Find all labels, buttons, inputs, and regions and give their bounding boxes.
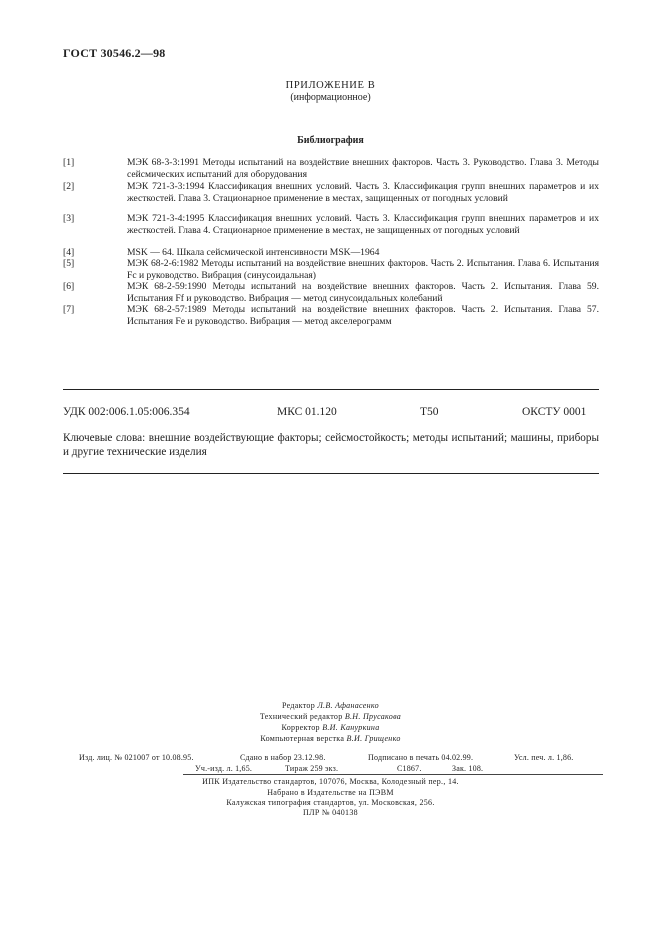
document-code: ГОСТ 30546.2—98 <box>63 46 166 60</box>
signed-for-print: Подписано в печать 04.02.99. <box>368 753 474 762</box>
bibliography-item-text: МЭК 68-2-59:1990 Методы испытаний на воздействие внешних факторов. Часть 2. Испытания. Глава 59. Испытания Ff и руководство. Вибрация — метод синусоидальных колебаний <box>127 281 599 304</box>
bibliography-item-text: МЭК 68-3-3:1991 Методы испытаний на воздействие внешних факторов. Часть 3. Руководство. Глава 3. Методы сейсмических испытаний для оборудования <box>127 157 599 180</box>
bibliography-item-number: [5] <box>63 258 75 269</box>
credit-line <box>0 712 661 721</box>
print-run: Тираж 259 экз. <box>285 764 339 773</box>
bibliography-title: Библиография <box>297 135 364 146</box>
publisher-license: Изд. лиц. № 021007 от 10.08.95. <box>79 753 194 762</box>
credit-line <box>0 701 661 710</box>
imprint-line: Набрано в Издательстве на ПЭВМ <box>267 788 394 797</box>
credit-role: Корректор <box>281 723 320 732</box>
keywords: Ключевые слова: внешние воздействующие факторы; сейсмостойкость; методы испытаний; машины, приборы и другие технические изделия <box>63 432 599 458</box>
bibliography-item-text: МЭК 721-3-4:1995 Классификация внешних условий. Часть 3. Классификация групп внешних параметров и их жесткостей. Глава 4. Стационарное применение в местах, не защищенных от погодных условий <box>127 213 599 236</box>
bibliography-item <box>63 157 599 180</box>
bibliography-item <box>63 213 599 236</box>
imprint-line: ИПК Издательство стандартов, 107076, Москва, Колодезный пер., 14. <box>202 777 459 786</box>
order-number: Зак. 108. <box>452 764 484 773</box>
order-code: C1867. <box>397 764 422 773</box>
bibliography-item <box>63 258 599 281</box>
bibliography-item-text: МЭК 68-2-57:1989 Методы испытаний на воздействие внешних факторов. Часть 2. Испытания. Глава 57. Испытания Fe и руководство. Вибрация — метод акселерограмм <box>127 304 599 327</box>
appendix-subtitle: (информационное) <box>290 92 371 103</box>
bibliography-item-number: [3] <box>63 213 75 224</box>
credit-name: В.И. Грищенко <box>346 734 401 743</box>
print-sheets: Усл. печ. л. 1,86. <box>514 753 574 762</box>
imprint-line: Калужская типография стандартов, ул. Московская, 256. <box>226 798 435 807</box>
bibliography-item <box>63 304 599 327</box>
bibliography-item <box>63 181 599 204</box>
bibliography-item-text: MSK — 64. Шкала сейсмической интенсивности MSK—1964 <box>127 247 380 258</box>
sent-to-typesetting: Сдано в набор 23.12.98. <box>240 753 326 762</box>
edit-sheets: Уч.-изд. л. 1,65. <box>195 764 253 773</box>
bibliography-item-text: МЭК 68-2-6:1982 Методы испытаний на воздействие внешних факторов. Часть 2. Испытания. Глава 6. Испытания Fc и руководство. Вибрация (синусоидальная) <box>127 258 599 281</box>
credit-name: В.Н. Прусакова <box>344 712 402 721</box>
bibliography-item-number: [6] <box>63 281 75 292</box>
imprint-line: ПЛР № 040138 <box>303 808 358 817</box>
bibliography-item-number: [7] <box>63 304 75 315</box>
t-code: T50 <box>420 406 439 418</box>
mks-code: МКС 01.120 <box>277 406 337 418</box>
credit-line <box>0 734 661 743</box>
bibliography-item-text: МЭК 721-3-3:1994 Классификация внешних условий. Часть 3. Классификация групп внешних параметров и их жесткостей. Глава 3. Стационарное применение в местах, защищенных от погодных условий <box>127 181 599 204</box>
bibliography-item <box>63 281 599 304</box>
credit-name: Л.В. Афанасенко <box>317 701 379 710</box>
bibliography-item-number: [1] <box>63 157 75 168</box>
imprint-divider <box>183 774 603 775</box>
credit-role: Компьютерная верстка <box>260 734 345 743</box>
appendix-title: ПРИЛОЖЕНИЕ В <box>285 80 376 91</box>
credit-line <box>0 723 661 732</box>
credit-role: Технический редактор <box>259 712 343 721</box>
credit-name: В.И. Кануркина <box>322 723 380 732</box>
section-divider <box>63 473 599 474</box>
bibliography-item <box>63 247 599 259</box>
credit-role: Редактор <box>282 701 316 710</box>
udk-code: УДК 002:006.1.05:006.354 <box>63 406 190 418</box>
okstu-code: ОКСТУ 0001 <box>522 406 587 418</box>
section-divider <box>63 389 599 390</box>
bibliography-item-number: [4] <box>63 247 75 258</box>
bibliography-item-number: [2] <box>63 181 75 192</box>
